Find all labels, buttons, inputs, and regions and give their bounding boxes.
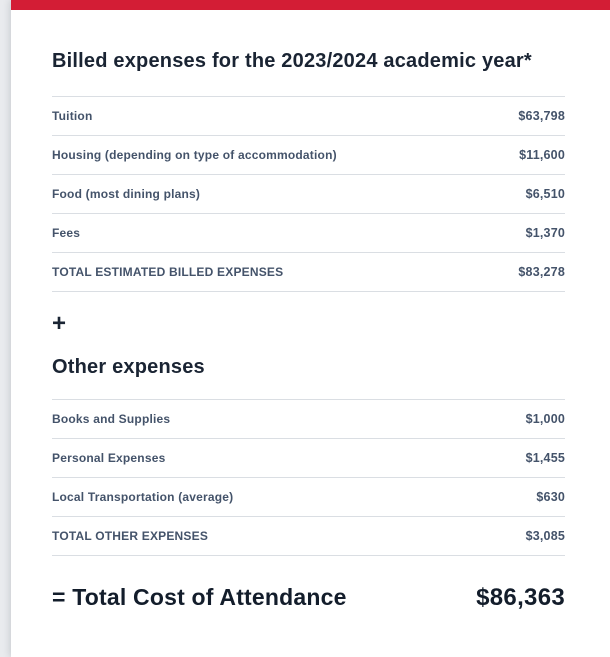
- row-amount: $1,000: [525, 412, 565, 426]
- table-row: [52, 439, 565, 478]
- billed-expenses-title: Billed expenses for the 2023/2024 academic year*: [52, 50, 532, 72]
- row-label: Books and Supplies: [52, 412, 171, 426]
- total-row-label: TOTAL OTHER EXPENSES: [52, 529, 209, 543]
- table-row: [52, 400, 565, 439]
- row-label: Local Transportation (average): [52, 490, 234, 504]
- total-row-amount: $83,278: [518, 265, 565, 279]
- table-row: [52, 214, 565, 253]
- row-amount: $11,600: [519, 148, 565, 162]
- other-expenses-title: Other expenses: [52, 356, 205, 378]
- grand-total-amount: $86,363: [476, 584, 565, 611]
- table-total-row: [52, 517, 565, 556]
- row-amount: $6,510: [525, 187, 565, 201]
- billed-expenses-table: [52, 96, 565, 292]
- content-body: [11, 10, 610, 612]
- content-card: [11, 0, 610, 657]
- row-label: Fees: [52, 226, 81, 240]
- grand-total-label: = Total Cost of Attendance: [52, 584, 347, 610]
- row-amount: $630: [536, 490, 565, 504]
- row-label: Personal Expenses: [52, 451, 166, 465]
- row-label: Food (most dining plans): [52, 187, 201, 201]
- plus-symbol: +: [52, 310, 67, 337]
- total-row-label: TOTAL ESTIMATED BILLED EXPENSES: [52, 265, 284, 279]
- table-total-row: [52, 253, 565, 292]
- row-label: Tuition: [52, 109, 93, 123]
- table-row: [52, 175, 565, 214]
- red-accent-bar: [11, 0, 610, 10]
- grand-total-row: [52, 584, 565, 612]
- total-row-amount: $3,085: [525, 529, 565, 543]
- row-label: Housing (depending on type of accommodation): [52, 148, 337, 162]
- table-row: [52, 97, 565, 136]
- row-amount: $63,798: [518, 109, 565, 123]
- row-amount: $1,370: [525, 226, 565, 240]
- other-expenses-table: [52, 399, 565, 556]
- row-amount: $1,455: [525, 451, 565, 465]
- table-row: [52, 136, 565, 175]
- table-row: [52, 478, 565, 517]
